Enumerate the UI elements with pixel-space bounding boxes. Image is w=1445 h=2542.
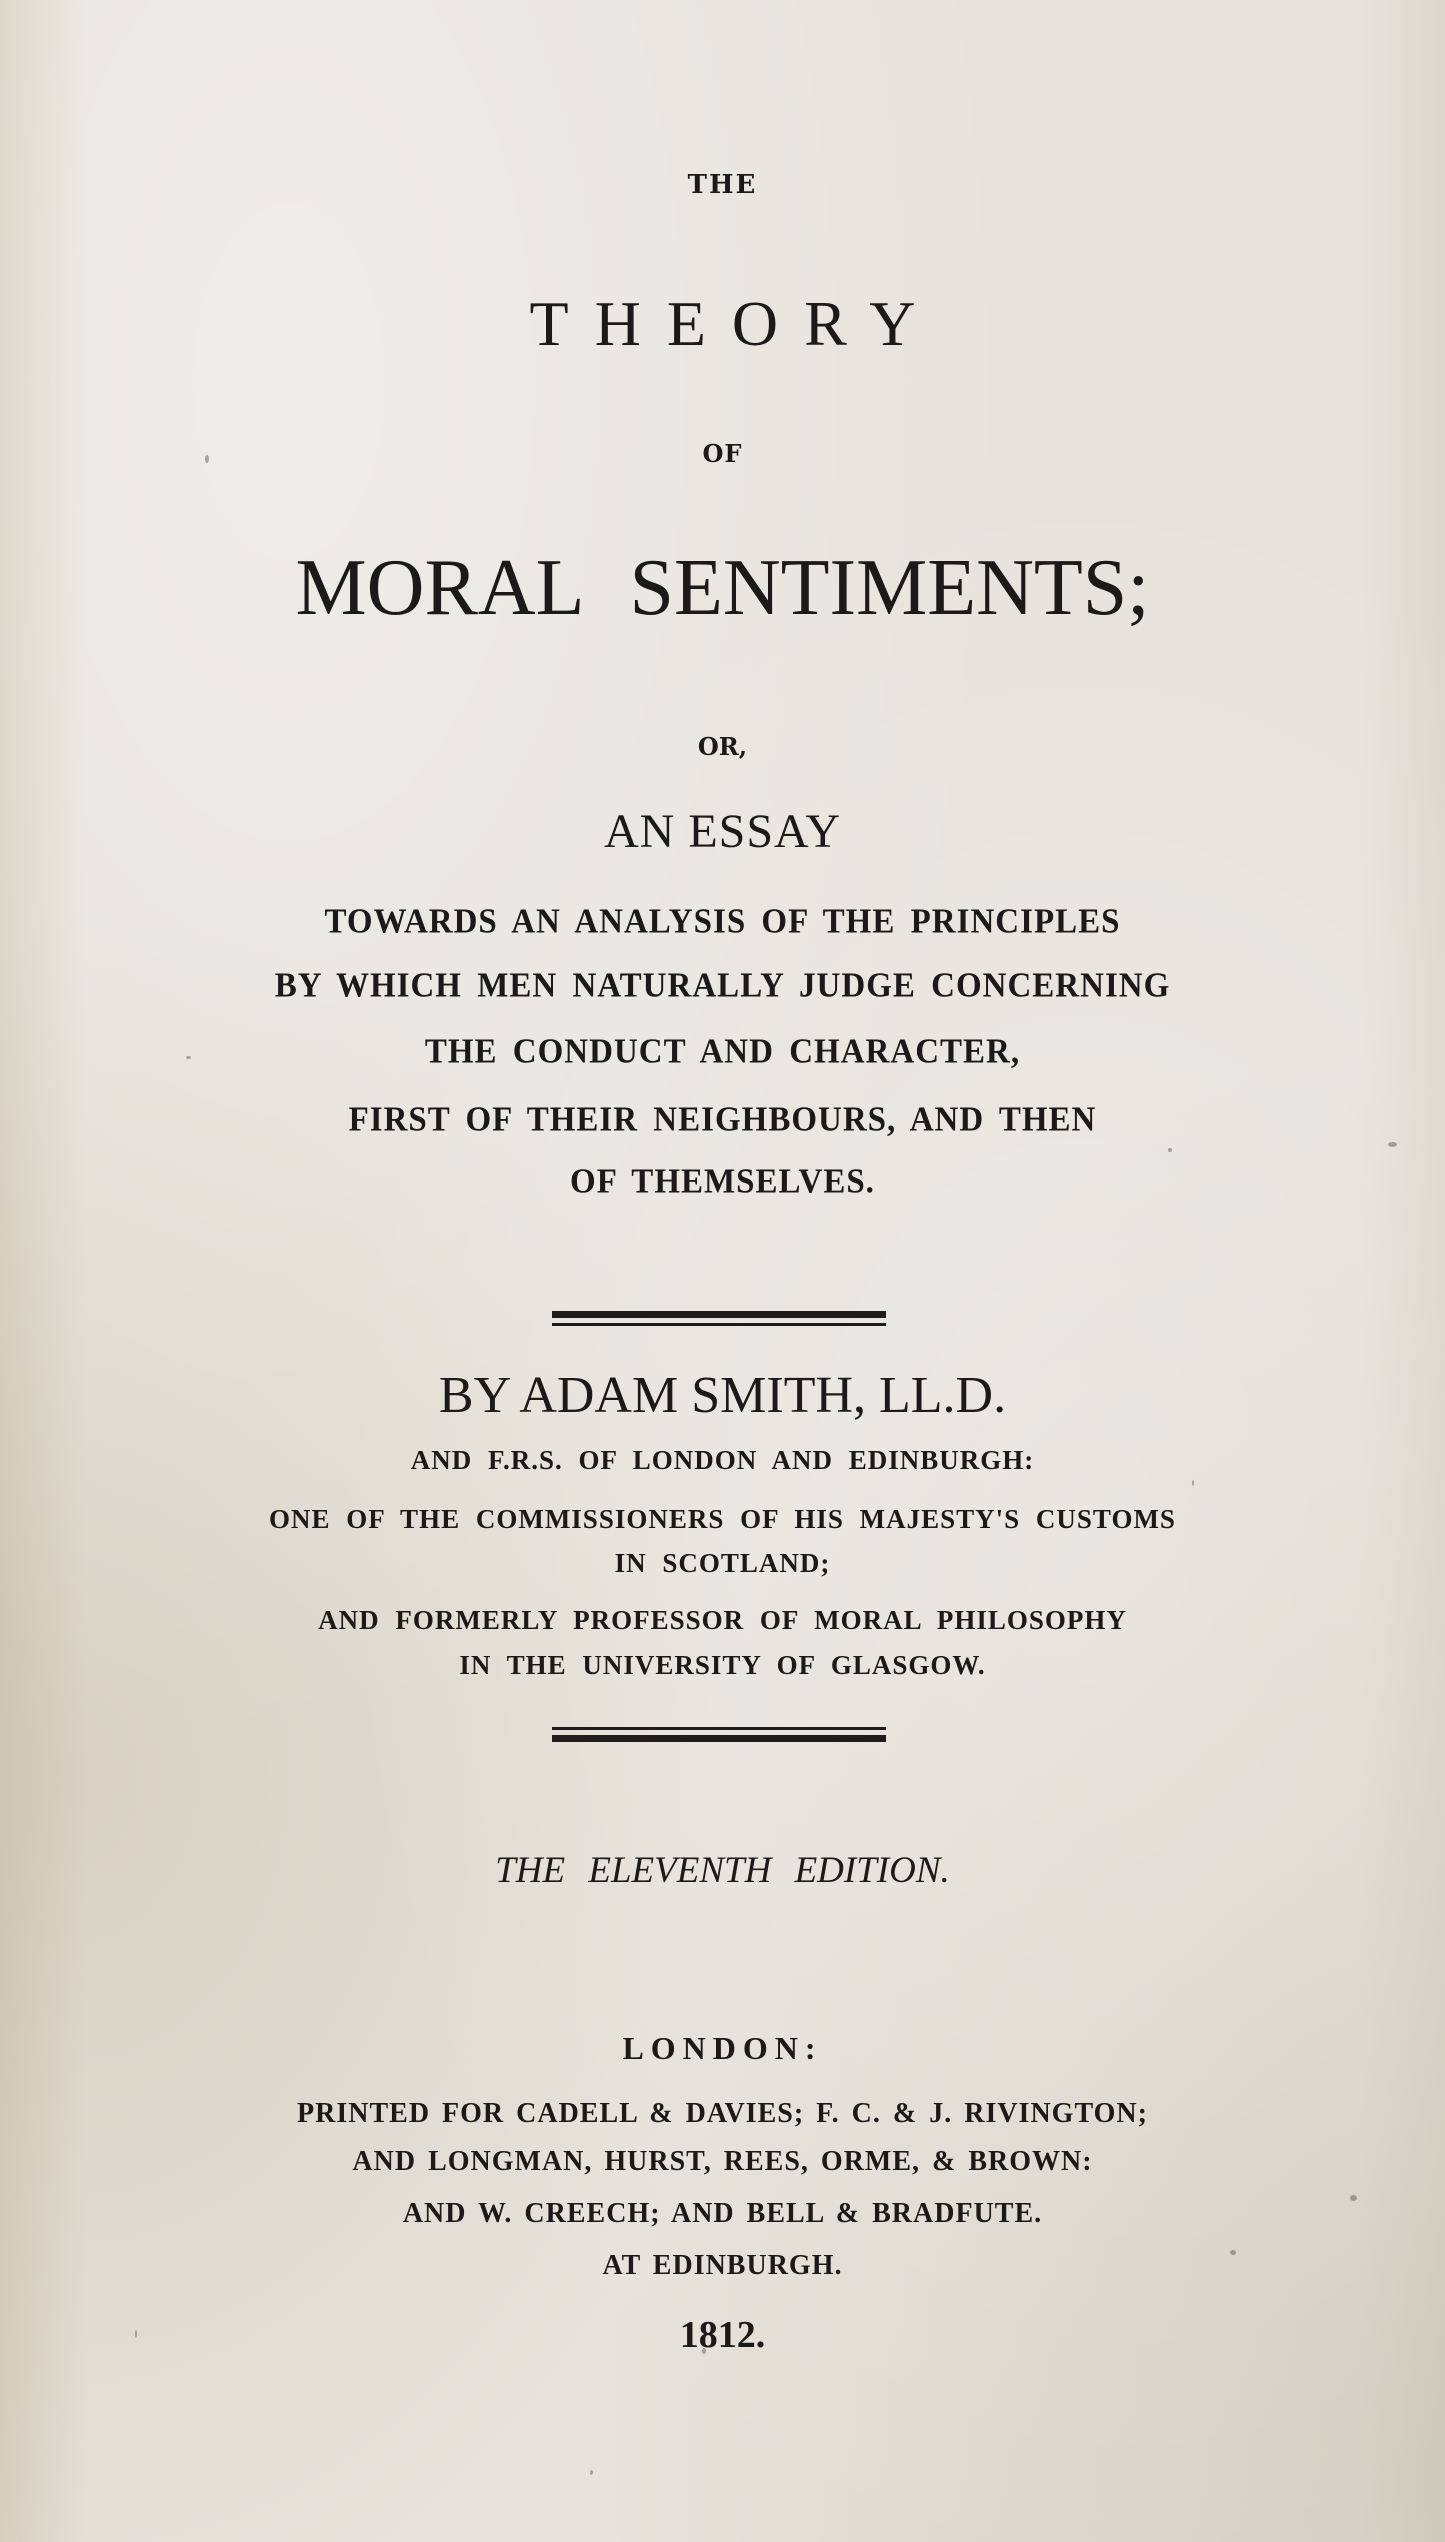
title-line-moral-sentiments: MORAL SENTIMENTS; bbox=[295, 544, 1150, 632]
imprint-year: 1812. bbox=[679, 2314, 766, 2356]
rule-thin bbox=[552, 1323, 886, 1326]
title-connector: OF bbox=[702, 439, 743, 468]
rule-thin bbox=[552, 1727, 886, 1730]
paper-speck bbox=[1192, 1480, 1194, 1486]
author-credential-line: IN SCOTLAND; bbox=[614, 1548, 831, 1578]
title-article: THE bbox=[687, 170, 758, 200]
author-credential-line: AND FORMERLY PROFESSOR OF MORAL PHILOSOPHY bbox=[318, 1605, 1127, 1635]
double-rule-divider bbox=[552, 1311, 886, 1326]
imprint-line: AND W. CREECH; AND BELL & BRADFUTE. bbox=[402, 2198, 1043, 2229]
rule-thick bbox=[552, 1311, 886, 1318]
subtitle-description-line: FIRST OF THEIR NEIGHBOURS, AND THEN bbox=[348, 1101, 1097, 1139]
imprint-line: PRINTED FOR CADELL & DAVIES; F. C. & J. RIVINGTON; bbox=[297, 2098, 1148, 2129]
double-rule-divider bbox=[552, 1727, 886, 1742]
author-credential-line: ONE OF THE COMMISSIONERS OF HIS MAJESTY'S CUSTOMS bbox=[269, 1504, 1176, 1534]
subtitle-description-line: OF THEMSELVES. bbox=[570, 1163, 875, 1201]
subtitle-description-line: THE CONDUCT AND CHARACTER, bbox=[424, 1033, 1021, 1071]
edition-statement: THE ELEVENTH EDITION. bbox=[495, 1850, 950, 1891]
paper-speck bbox=[1168, 1148, 1172, 1152]
author-credential-line: IN THE UNIVERSITY OF GLASGOW. bbox=[459, 1650, 986, 1680]
paper-speck bbox=[1388, 1142, 1397, 1147]
subtitle-description-line: TOWARDS AN ANALYSIS OF THE PRINCIPLES bbox=[324, 903, 1121, 941]
subtitle-essay-heading: AN ESSAY bbox=[604, 805, 841, 858]
paper-speck bbox=[590, 2470, 593, 2475]
author-byline: BY ADAM SMITH, LL.D. bbox=[438, 1367, 1007, 1424]
subtitle-or: OR, bbox=[697, 732, 748, 761]
imprint-line: AND LONGMAN, HURST, REES, ORME, & BROWN: bbox=[352, 2146, 1093, 2177]
subtitle-description-line: BY WHICH MEN NATURALLY JUDGE CONCERNING bbox=[274, 967, 1171, 1005]
imprint-place: LONDON: bbox=[622, 2030, 823, 2066]
author-credential-line: AND F.R.S. OF LONDON AND EDINBURGH: bbox=[410, 1445, 1035, 1475]
title-line-theory: THEORY bbox=[529, 288, 942, 359]
imprint-line: AT EDINBURGH. bbox=[602, 2250, 843, 2281]
rule-thick bbox=[552, 1735, 886, 1742]
